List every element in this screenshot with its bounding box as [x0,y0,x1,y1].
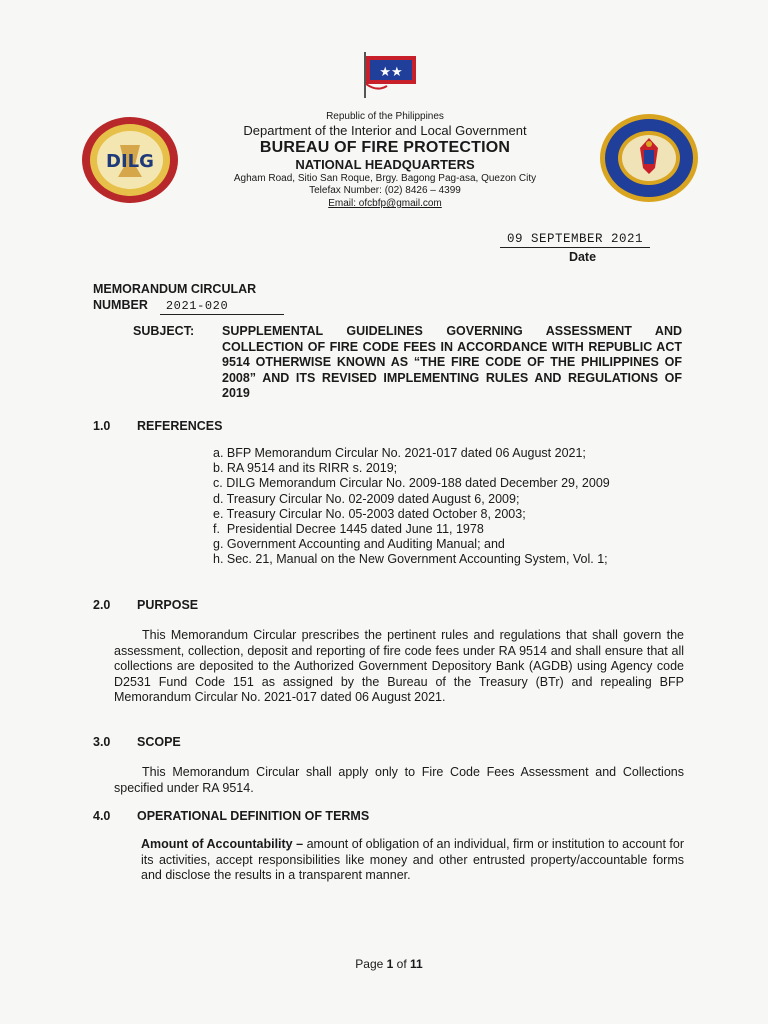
page-footer [0,957,768,971]
hq-line: NATIONAL HEADQUARTERS [295,157,475,172]
scope-paragraph [114,765,684,796]
definition-paragraph [141,837,684,884]
page-total: 11 [410,957,423,971]
list-item: h. Sec. 21, Manual on the New Government Accounting System, Vol. 1; [213,552,608,567]
section-title: OPERATIONAL DEFINITION OF TERMS [137,809,370,823]
section-number: 1.0 [93,419,111,433]
section-title: PURPOSE [137,598,199,612]
subject-label: SUBJECT: [133,324,195,338]
memo-number-value: 2021-020 [160,298,284,315]
section-number: 4.0 [93,809,111,823]
memo-title: MEMORANDUM CIRCULAR [93,282,257,296]
email-link[interactable]: Email: ofcbfp@gmail.com [328,198,442,209]
list-item: d. Treasury Circular No. 02-2009 dated August 6, 2009; [213,491,520,506]
memo-number-label: NUMBER [93,298,148,312]
purpose-text: This Memorandum Circular prescribes the pertinent rules and regulations that shall govern the assessment, collection, deposit and reporting of fire code fees under RA 9514 and shall ensure that all collections are deposited to the Authorized Government Depository Bank (AGDB) using Agency code D2531 Fund Code 151 as assigned by the Bureau of the Treasury (BTr) and repealing BFP Memorandum Circular No. 2021-017 dated 06 August 2021. [114,628,684,704]
section-references-heading [93,419,222,433]
list-item: b. RA 9514 and its RIRR s. 2019; [213,461,398,476]
list-item: c. DILG Memorandum Circular No. 2009-188 dated December 29, 2009 [213,476,610,491]
bfp-seal-icon [598,112,700,204]
section-title: SCOPE [137,735,181,749]
section-scope-heading [93,735,181,749]
section-number: 3.0 [93,735,111,749]
defined-term: Amount of Accountability – [141,837,304,851]
svg-text:★★: ★★ [379,65,403,80]
department-line: Department of the Interior and Local Government [243,123,527,138]
dilg-seal-icon [80,115,180,205]
date-label: Date [568,250,597,264]
date-value: 09 SEPTEMBER 2021 [506,232,644,246]
list-item: e. Treasury Circular No. 05-2003 dated October 8, 2003; [213,506,526,521]
date-underline [500,247,650,248]
telefax-line: Telefax Number: (02) 8426 – 4399 [309,185,461,196]
address-line: Agham Road, Sitio San Roque, Brgy. Bagong Pag-asa, Quezon City [233,173,537,184]
section-purpose-heading [93,598,198,612]
section-definitions-heading [93,809,369,823]
scope-text: This Memorandum Circular shall apply only to Fire Code Fees Assessment and Collections specified under RA 9514. [114,765,684,795]
bfp-flag-icon [357,48,419,100]
list-item: f. Presidential Decree 1445 dated June 11, 1978 [213,522,484,537]
republic-line: Republic of the Philippines [326,111,444,122]
svg-text:DILG: DILG [106,151,154,172]
subject-text: SUPPLEMENTAL GUIDELINES GOVERNING ASSESSMENT AND COLLECTION OF FIRE CODE FEES IN ACCORDANCE WITH REPUBLIC ACT 9514 OTHERWISE KNOWN AS “THE FIRE CODE OF THE PHILIPPINES OF 2008” AND ITS REVISED IMPLEMENTING RULES AND REGULATIONS OF 2019 [222,324,682,400]
list-item: a. BFP Memorandum Circular No. 2021-017 dated 06 August 2021; [213,446,586,460]
bureau-name: BUREAU OF FIRE PROTECTION [259,139,511,156]
page-prefix: Page [355,957,384,971]
purpose-paragraph [114,628,684,706]
page-number: 1 [386,957,394,971]
memo-number-row [93,297,284,315]
page-of: of [396,957,407,971]
list-item: g. Government Accounting and Auditing Manual; and [213,537,505,552]
references-list [213,446,683,568]
section-number: 2.0 [93,598,111,612]
section-title: REFERENCES [137,419,223,433]
letterhead [200,110,570,210]
definition-text: amount of obligation of an individual, firm or institution to account for its activities, accept responsibilities like money and other entrusted property/accountable forms and disclose the results in a transparent manner. [141,837,684,882]
